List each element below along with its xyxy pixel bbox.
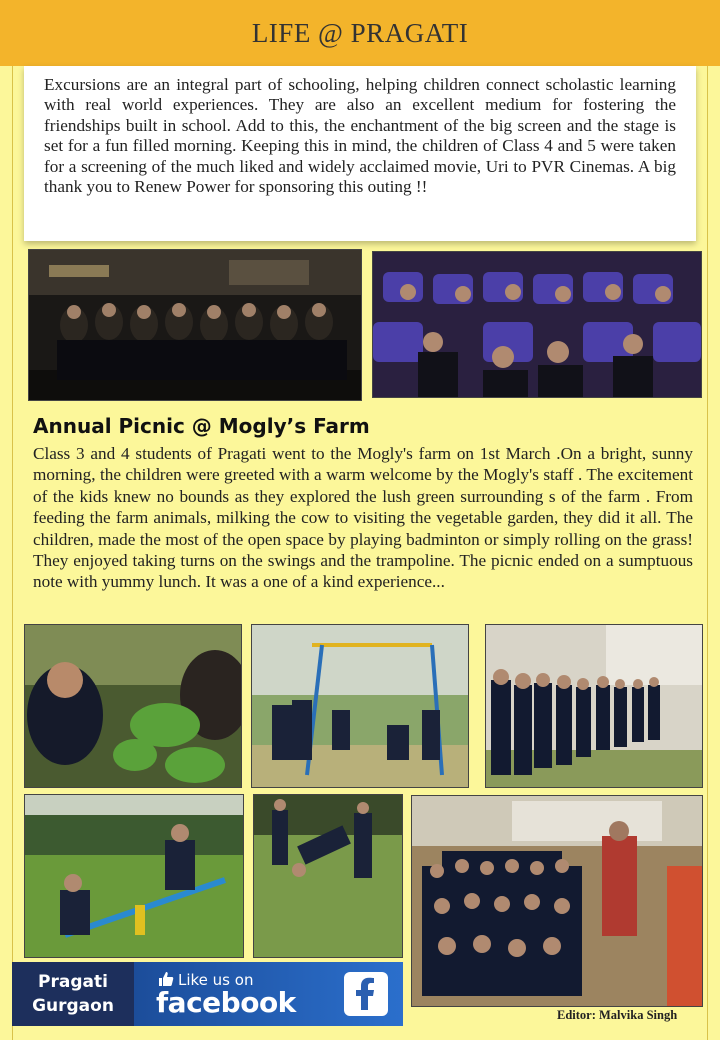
intro-text-box [24, 66, 696, 241]
facebook-wordmark: facebook [156, 986, 296, 1019]
seesaw-photo [24, 794, 244, 958]
right-border-line [707, 66, 708, 1040]
page-title: LIFE @ PRAGATI [251, 17, 469, 48]
thumbs-up-icon [158, 971, 174, 987]
cinema-lobby-photo [28, 249, 362, 401]
intro-paragraph: Excursions are an integral part of schooling, helping children connect scholastic learning with real world experiences. They are also an excellent medium for fostering the friendships built in school. Add to this, the enchantment of the big screen and the stage is set for a fun filled morning. Keeping this in mind, the children of Class 4 and 5 were taken for a screening of the much liked and widely acclaimed movie, Uri to PVR Cinemas. A big thank you to Renew Power for sponsoring this outing !! [44, 75, 676, 197]
students-line-photo [485, 624, 703, 788]
left-border-line [12, 66, 13, 1040]
cartwheel-photo [253, 794, 403, 958]
cinema-hall-photo [372, 251, 702, 398]
picnic-paragraph: Class 3 and 4 students of Pragati went to the Mogly's farm on 1st March .On a bright, sunny morning, the children were greeted with a warm welcome by the Mogly's staff . The excitement of the kids knew no bounds as they explored the lush green surrounding s of the farm . From feeding the farm animals, milking the cow to visiting the vegetable garden, they did it all. The children, made the most of the open space by playing badminton or simply rolling on the grass! They enjoyed taking turns on the swings and the trampoline. The picnic ended on a sumptuous note with yummy lunch. It was a one of a kind experience... [33, 444, 693, 592]
facebook-banner[interactable] [12, 962, 403, 1026]
facebook-like-block[interactable] [134, 962, 403, 1026]
like-us-text: Like us on [178, 971, 254, 989]
page-header [0, 0, 720, 66]
school-name-line1: Pragati [38, 972, 108, 992]
school-name-block [12, 962, 134, 1026]
swings-photo [251, 624, 469, 788]
editor-credit: Editor: Malvika Singh [557, 1008, 678, 1022]
picnic-section-title: Annual Picnic @ Mogly’s Farm [33, 414, 370, 438]
group-sitting-photo [411, 795, 703, 1007]
school-name-line2: Gurgaon [32, 996, 114, 1016]
goat-feeding-photo [24, 624, 242, 788]
facebook-f-icon[interactable] [344, 972, 388, 1016]
